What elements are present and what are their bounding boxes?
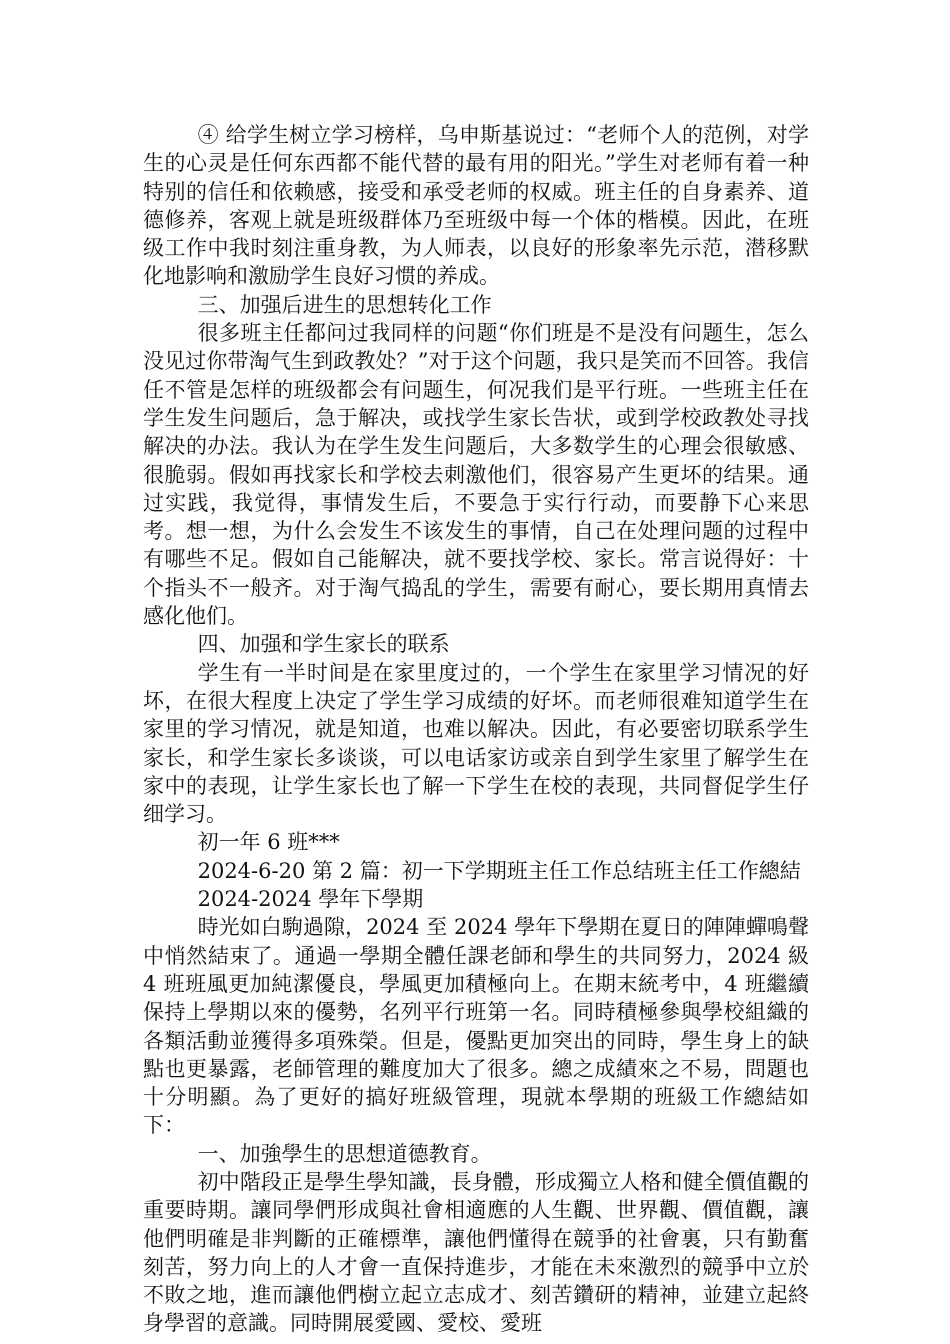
second-article-title: 2024-6-20 第 2 篇：初一下学期班主任工作总结班主任工作總結: [197, 858, 801, 883]
paragraph-semester-summary: 時光如白駒過隙，2024 至 2024 學年下學期在夏日的陣陣蟬鳴聲中悄然結束了。通過一學期全體任課老師和學生的共同努力，2024 級 4 班班風更加純潔優良，學風更加積極向上。在期末統考中，4 班繼續保持上學期以來的優勢，名列平行班第一名。同時積極參與學校組織的各類活動並獲得多項殊榮。但是，優點更加突出的同時，學生身上的缺點也更暴露，老師管理的難度加大了很多。總之成績來之不易，問題也十分明顯。為了更好的搞好班級管理，現就本學期的班級工作總結如下：: [143, 915, 809, 1138]
document-page: [143, 121, 809, 1338]
paragraph-role-model: ④ 给学生树立学习榜样，乌申斯基说过：“老师个人的范例，对学生的心灵是任何东西都不能代替的最有用的阳光。”学生对老师有着一种特别的信任和依赖感，接受和承受老师的权威。班主任的自身素养、道德修养，客观上就是班级群体乃至班级中每一个体的楷模。因此，在班级工作中我时刻注重身教，为人师表，以良好的形象率先示范，潜移默化地影响和激励学生良好习惯的养成。: [143, 123, 809, 289]
signature-class: 初一年 6 班***: [197, 830, 340, 855]
paragraph-problem-students: 很多班主任都问过我同样的问题“你们班是不是没有问题生，怎么没见过你带淘气生到政教处？”对于这个问题，我只是笑而不回答。我信任不管是怎样的班级都会有问题生，何况我们是平行班。一些班主任在学生发生问题后，急于解决，或找学生家长告状，或到学校政教处寻找解决的办法。我认为在学生发生问题后，大多数学生的心理会很敏感、很脆弱。假如再找家长和学校去刺激他们，很容易产生更坏的结果。通过实践，我觉得，事情发生后，不要急于实行行动，而要静下心来思考。想一想，为什么会发生不该发生的事情，自己在处理问题的过程中有哪些不足。假如自己能解决，就不要找学校、家长。常言说得好：十个指头不一般齐。对于淘气捣乱的学生，需要有耐心，要长期用真情去感化他们。: [143, 321, 809, 629]
paragraph-moral-education: 初中階段正是學生學知識，長身體，形成獨立人格和健全價值觀的重要時期。讓同學們形成與社會相適應的人生觀、世界觀、價值觀，讓他們明確是非判斷的正確標準，讓他們懂得在競爭的社會裏，只有勤奮刻苦，努力向上的人才會一直保持進步，才能在未來激烈的競爭中立於不敗之地，進而讓他們樹立起立志成才、刻苦鑽研的精神，並建立起終身學習的意識。同時開展愛國、愛校、愛班: [143, 1169, 809, 1336]
semester-label: 2024-2024 學年下學期: [197, 887, 424, 912]
section-heading-parent-contact: 四、加强和学生家长的联系: [197, 632, 450, 657]
paragraph-parent-contact: 学生有一半时间是在家里度过的，一个学生在家里学习情况的好坏，在很大程度上决定了学生学习成绩的好坏。而老师很难知道学生在家里的学习情况，就是知道，也难以解决。因此，有必要密切联系学生家长，和学生家长多谈谈，可以电话家访或亲自到学生家里了解学生在家中的表现，让学生家长也了解一下学生在校的表现，共同督促学生仔细学习。: [143, 660, 809, 827]
section-heading-moral-education: 一、加強學生的思想道德教育。: [197, 1141, 492, 1166]
section-heading-struggling-students: 三、加强后进生的思想转化工作: [197, 292, 492, 317]
